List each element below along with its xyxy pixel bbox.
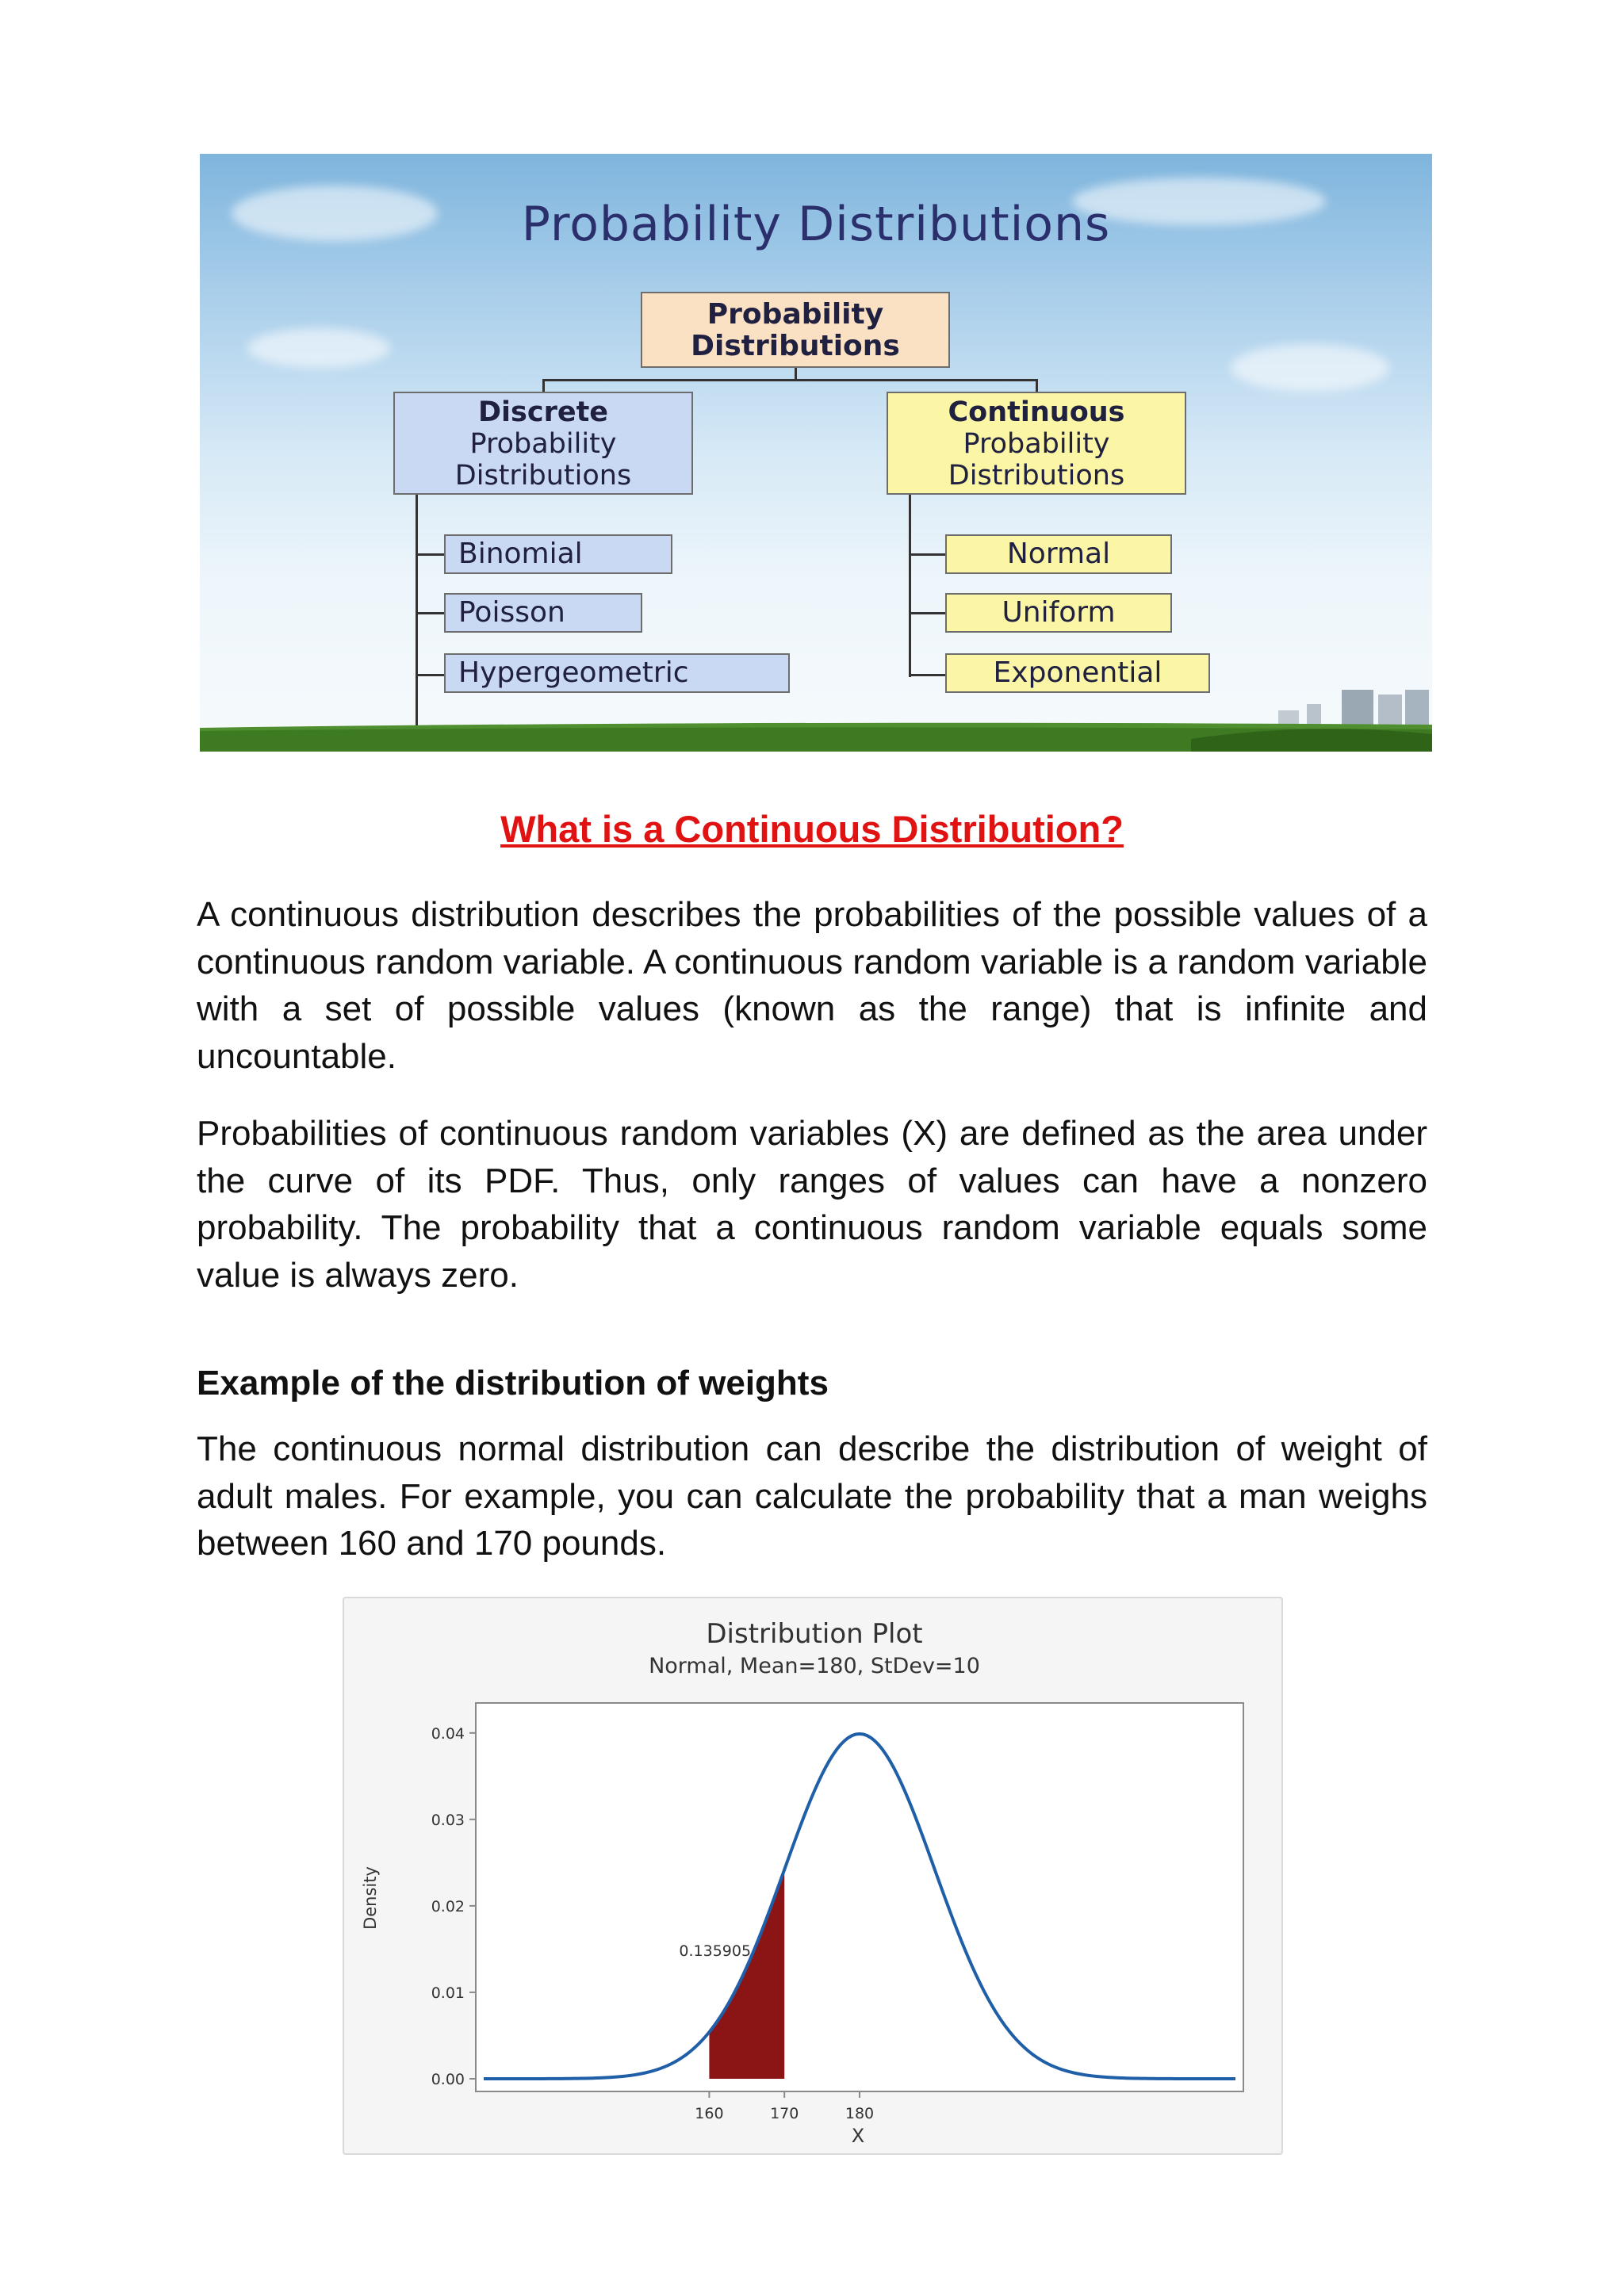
banner-title: Probability Distributions [521, 197, 1111, 252]
continuous-box-line1: Continuous [948, 396, 1125, 428]
distribution-plot-chart [343, 1597, 1283, 2155]
root-distributions-box [641, 292, 950, 368]
discrete-box-line1: Discrete [477, 396, 609, 428]
shaded-probability-label: 0.135905 [679, 1942, 752, 1961]
plot-area [476, 1703, 1243, 2091]
poisson-box: Poisson [444, 593, 642, 633]
paragraph-probabilities: Probabilities of continuous random variables (X) are defined as the area under the curve of its PDF. Thus, only ranges of values can have a nonzero probability. The probability that a continuous random variable equals some value is always zero. [197, 1114, 1427, 1295]
example-subheading: Example of the distribution of weights [197, 1364, 829, 1402]
chart-title: Distribution Plot [706, 1618, 923, 1650]
y-tick-label: 0.04 [431, 1724, 465, 1743]
continuous-box-line2: Probability [963, 428, 1110, 460]
discrete-distributions-box [393, 392, 693, 495]
y-tick-label: 0.00 [431, 2071, 465, 2088]
y-tick-label: 0.03 [431, 1811, 465, 1829]
root-box-line1: Probability [707, 298, 884, 331]
binomial-box: Binomial [444, 534, 672, 574]
probability-distributions-banner [200, 154, 1432, 752]
distribution-plot-svg [344, 1598, 1285, 2156]
x-tick-label: 180 [845, 2105, 875, 2122]
root-box-line2: Distributions [691, 330, 900, 362]
discrete-box-line2: Probability [469, 428, 617, 460]
paragraph-example: The continuous normal distribution can describe the distribution of weight of adult males. For example, you can calculate the probability that a man weighs between 160 and 170 pounds. [197, 1429, 1427, 1563]
normal-box: Normal [945, 534, 1172, 574]
exponential-box: Exponential [945, 653, 1210, 693]
hypergeometric-box: Hypergeometric [444, 653, 790, 693]
x-tick-label: 160 [695, 2105, 724, 2122]
continuous-distributions-box [887, 392, 1186, 495]
y-tick-label: 0.01 [431, 1984, 465, 2002]
y-tick-label: 0.02 [431, 1897, 465, 1915]
grass-skyline-decoration [200, 690, 1432, 752]
paragraph-definition: A continuous distribution describes the probabilities of the possible values of a continuous random variable. A continuous random variable is a random variable with a set of possible values (known as the range) that is infinite and uncountable. [197, 895, 1427, 1076]
continuous-box-line3: Distributions [948, 460, 1125, 492]
x-tick-label: 170 [770, 2105, 799, 2122]
discrete-box-line3: Distributions [454, 460, 632, 492]
y-axis-label: Density [361, 1866, 380, 1930]
x-axis-label: X [851, 2125, 865, 2147]
chart-subtitle: Normal, Mean=180, StDev=10 [649, 1654, 980, 1678]
section-heading: What is a Continuous Distribution? [500, 808, 1124, 850]
uniform-box: Uniform [945, 593, 1172, 633]
